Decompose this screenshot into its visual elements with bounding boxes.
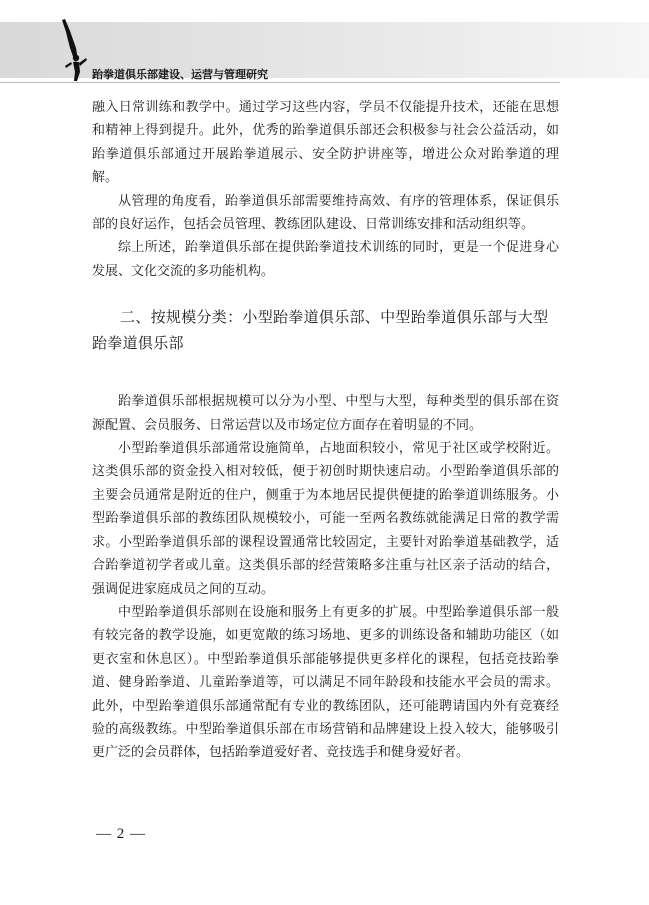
paragraph: 从管理的角度看，跆拳道俱乐部需要维持高效、有序的管理体系，保证俱乐部的良好运作，包括会员管理、教练团队建设、日常训练安排和活动组织等。	[92, 193, 559, 233]
taekwondo-kicker-icon	[52, 18, 94, 82]
paragraph: 融入日常训练和教学中。通过学习这些内容，学员不仅能提升技术，还能在思想和精神上得到提升。此外，优秀的跆拳道俱乐部还会积极参与社会公益活动，如跆拳道俱乐部通过开展跆拳道展示、安全防护讲座等，增进公众对跆拳道的理解。	[92, 100, 559, 186]
paragraph: 跆拳道俱乐部根据规模可以分为小型、中型与大型，每种类型的俱乐部在资源配置、会员服务、日常运营以及市场定位方面存在着明显的不同。	[92, 394, 559, 433]
page-number: — 2 —	[96, 826, 146, 842]
running-title: 跆拳道俱乐部建设、运营与管理研究	[92, 68, 268, 81]
page-body	[92, 96, 559, 765]
running-header	[0, 0, 649, 90]
paragraph: 小型跆拳道俱乐部通常设施简单，占地面积较小，常见于社区或学校附近。这类俱乐部的资金投入相对较低，便于初创时期快速启动。小型跆拳道俱乐部的主要会员通常是附近的住户，侧重于为本地居民提供便捷的跆拳道训练服务。小型跆拳道俱乐部的教练团队规模较小，可能一至两名教练就能满足日常的教学需求。小型跆拳道俱乐部的课程设置通常比较固定，主要针对跆拳道基础教学，适合跆拳道初学者或儿童。这类俱乐部的经营策略多注重与社区亲子活动的结合，强调促进家庭成员之间的互动。	[92, 441, 559, 597]
section-heading: 二、按规模分类：小型跆拳道俱乐部、中型跆拳道俱乐部与大型跆拳道俱乐部	[92, 308, 549, 353]
paragraph: 中型跆拳道俱乐部则在设施和服务上有更多的扩展。中型跆拳道俱乐部一般有较完备的教学设施，如更宽敞的练习场地、更多的训练设备和辅助功能区（如更衣室和休息区）。中型跆拳道俱乐部能够提供更多样化的课程，包括竞技跆拳道、健身跆拳道、儿童跆拳道等，可以满足不同年龄段和技能水平会员的需求。此外，中型跆拳道俱乐部通常配有专业的教练团队，还可能聘请国内外有竞赛经验的高级教练。中型跆拳道俱乐部在市场营销和品牌建设上投入较大，能够吸引更广泛的会员群体，包括跆拳道爱好者、竞技选手和健身爱好者。	[92, 604, 559, 761]
header-divider	[0, 82, 560, 83]
paragraph: 综上所述，跆拳道俱乐部在提供跆拳道技术训练的同时，更是一个促进身心发展、文化交流的多功能机构。	[92, 240, 559, 279]
